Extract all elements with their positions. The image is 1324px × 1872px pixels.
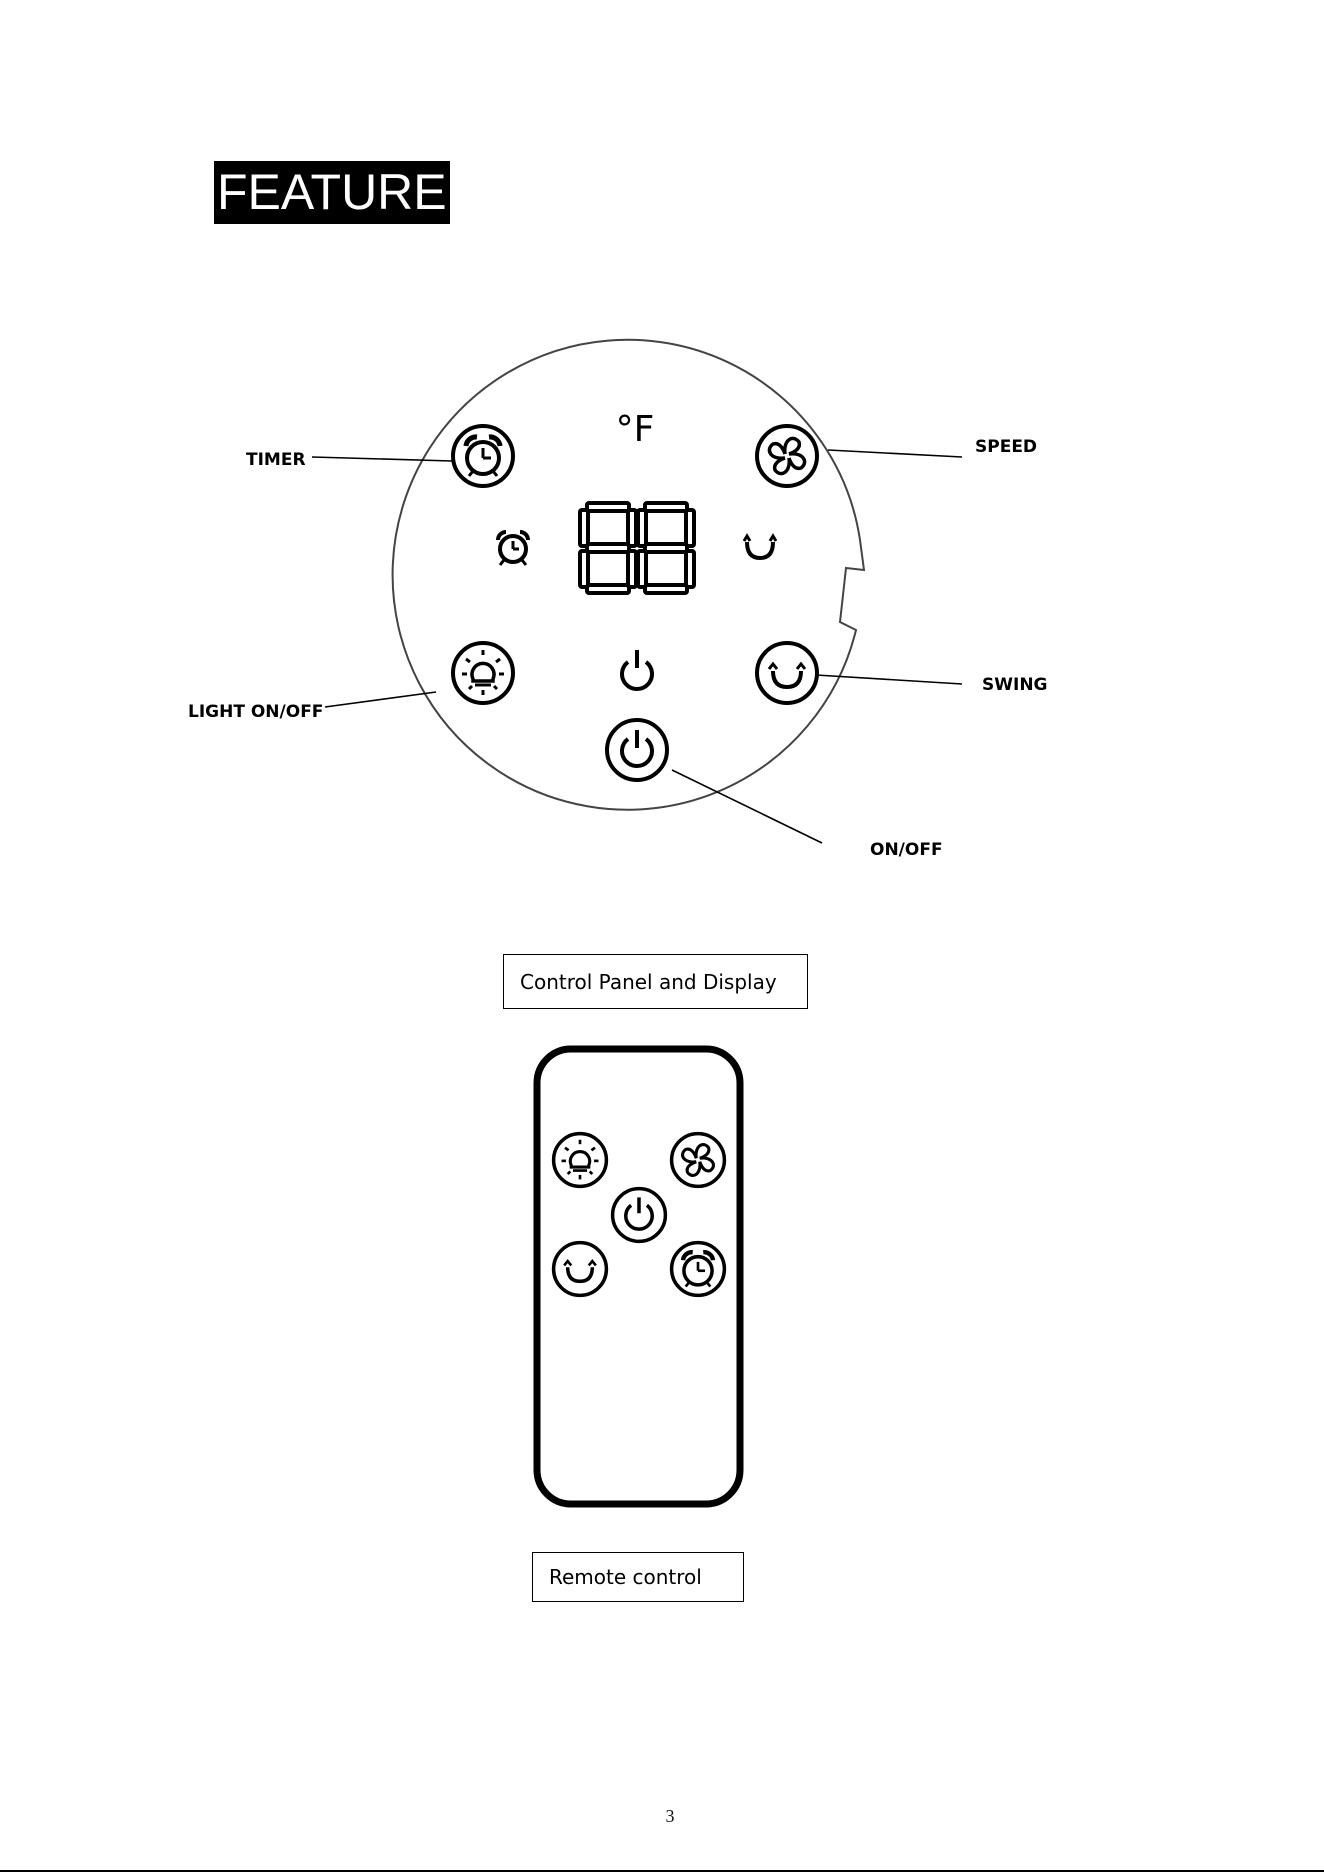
remote-swing-button[interactable] bbox=[554, 1243, 607, 1296]
remote-caption bbox=[532, 1552, 744, 1602]
control-panel-caption-text: Control Panel and Display bbox=[520, 969, 777, 994]
timer-label: TIMER bbox=[246, 450, 306, 470]
digit-1 bbox=[580, 503, 636, 593]
speed-button[interactable] bbox=[757, 426, 817, 486]
remote-timer-button[interactable] bbox=[672, 1243, 725, 1296]
control-panel-caption bbox=[503, 954, 808, 1009]
swing-button[interactable] bbox=[757, 643, 817, 703]
swing-label: SWING bbox=[982, 675, 1048, 695]
digit-2 bbox=[638, 503, 694, 593]
speed-leader-line bbox=[828, 450, 962, 457]
remote-speed-button[interactable] bbox=[672, 1134, 725, 1187]
temperature-unit: °F bbox=[615, 409, 655, 450]
power-label: ON/OFF bbox=[870, 840, 943, 860]
timer-leader-line bbox=[312, 457, 452, 461]
timer-indicator-icon bbox=[498, 532, 528, 565]
light-leader-line bbox=[325, 692, 436, 707]
power-leader-line bbox=[672, 770, 822, 843]
power-button[interactable] bbox=[607, 720, 667, 780]
speed-label: SPEED bbox=[975, 437, 1038, 457]
page-number: 3 bbox=[665, 1806, 675, 1826]
control-panel bbox=[312, 340, 962, 843]
remote-light-button[interactable] bbox=[554, 1134, 607, 1187]
remote-caption-text: Remote control bbox=[549, 1565, 702, 1589]
power-indicator-icon bbox=[622, 650, 652, 689]
remote-control bbox=[537, 1049, 740, 1504]
remote-power-button[interactable] bbox=[613, 1189, 666, 1242]
light-button[interactable] bbox=[453, 643, 513, 703]
timer-button[interactable] bbox=[453, 426, 513, 486]
swing-indicator-icon bbox=[744, 536, 776, 558]
section-title: FEATURE bbox=[214, 161, 450, 224]
light-label: LIGHT ON/OFF bbox=[188, 702, 324, 722]
digit-display bbox=[580, 503, 694, 593]
